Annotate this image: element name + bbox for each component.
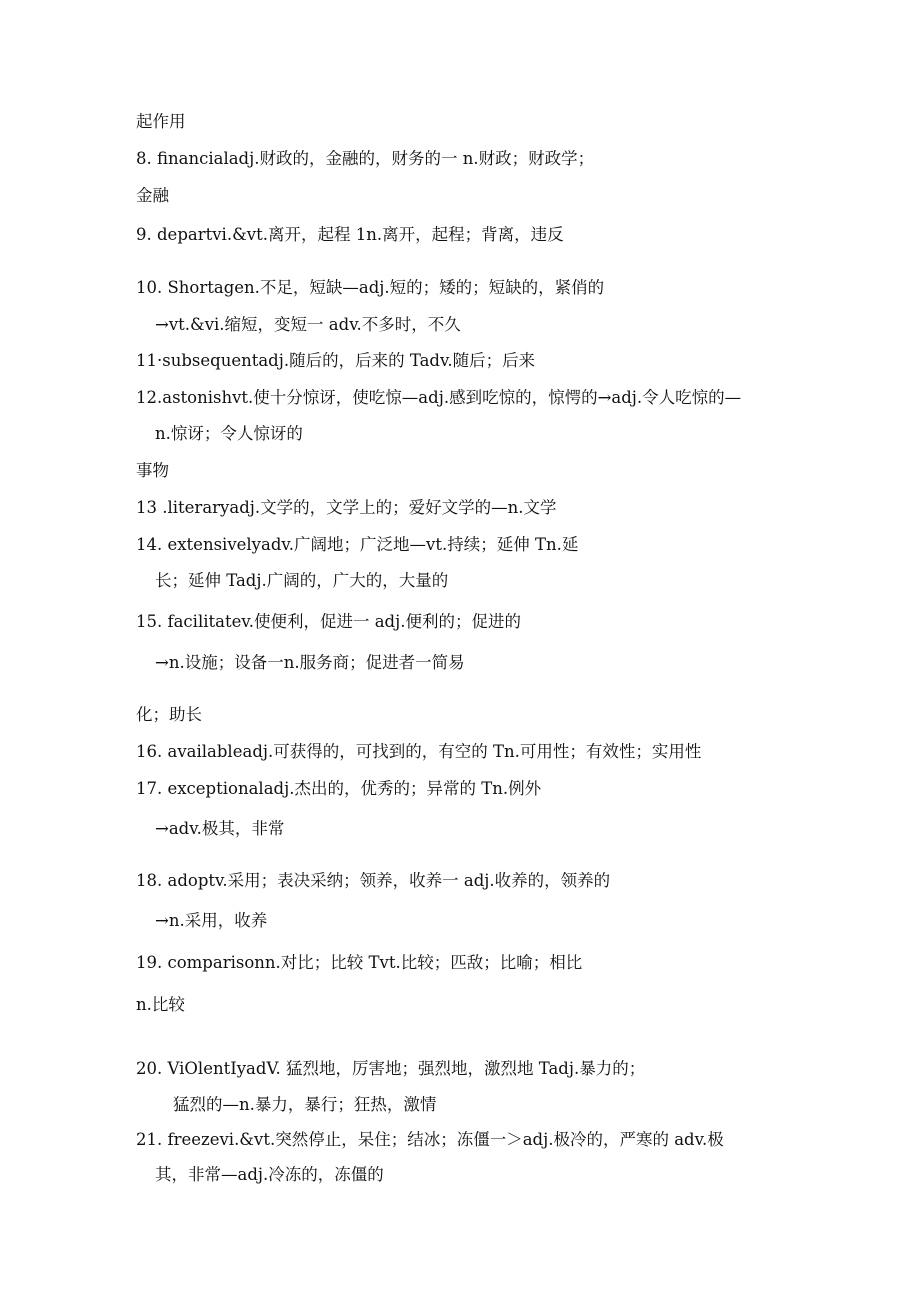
text-line: 19. comparisonn.对比；比较 Tvt.比较；匹敌；比喻；相比 xyxy=(136,953,583,972)
text-line: 16. availableadj.可获得的，可找到的，有空的 Tn.可用性；有效性；实用性 xyxy=(136,742,702,761)
text-line: 10. Shortagen.不足，短缺—adj.短的；矮的；短缺的，紧俏的 xyxy=(136,278,605,297)
text-line: 17. exceptionaladj.杰出的，优秀的；异常的 Tn.例外 xyxy=(136,779,542,798)
text-line: 起作用 xyxy=(136,112,186,131)
text-line: 12.astonishvt.使十分惊讶，使吃惊—adj.感到吃惊的，惊愕的→adj.令人吃惊的— xyxy=(136,388,742,407)
text-line: 长；延伸 Tadj.广阔的，广大的，大量的 xyxy=(155,571,449,590)
text-line: 化；助长 xyxy=(136,705,202,724)
text-line: 8. financialadj.财政的，金融的，财务的一 n.财政；财政学； xyxy=(136,149,595,168)
text-line: 11·subsequentadj.随后的，后来的 Tadv.随后；后来 xyxy=(136,351,536,370)
text-line: 18. adoptv.采用；表决采纳；领养，收养一 adj.收养的，领养的 xyxy=(136,871,611,890)
text-line: 20. ViOlentIyadV. 猛烈地，厉害地；强烈地，激烈地 Tadj.暴力的； xyxy=(136,1059,646,1078)
text-line: n.惊讶；令人惊讶的 xyxy=(155,424,303,443)
text-line: 9. departvi.&vt.离开，起程 1n.离开，起程；背离，违反 xyxy=(136,225,564,244)
text-line: →adv.极其，非常 xyxy=(155,819,285,838)
text-line: 13 .literaryadj.文学的，文学上的；爱好文学的—n.文学 xyxy=(136,498,557,517)
text-line: →n.采用，收养 xyxy=(155,911,268,930)
text-line: →n.设施；设备一n.服务商；促进者一简易 xyxy=(155,653,465,672)
text-line: 猛烈的—n.暴力，暴行；狂热，激情 xyxy=(173,1095,437,1114)
text-line: 21. freezevi.&vt.突然停止，呆住；结冰；冻僵一＞adj.极冷的，严寒的 adv.极 xyxy=(136,1130,724,1149)
text-line: 14. extensivelyadv.广阔地；广泛地—vt.持续；延伸 Tn.延 xyxy=(136,535,579,554)
text-line: n.比较 xyxy=(136,995,185,1014)
text-line: →vt.&vi.缩短，变短一 adv.不多时，不久 xyxy=(155,315,461,334)
text-line: 事物 xyxy=(136,461,169,480)
text-line: 金融 xyxy=(136,186,169,205)
text-line: 15. facilitatev.使便利，促进一 adj.便利的；促进的 xyxy=(136,612,521,631)
text-line: 其，非常—adj.冷冻的，冻僵的 xyxy=(155,1165,384,1184)
